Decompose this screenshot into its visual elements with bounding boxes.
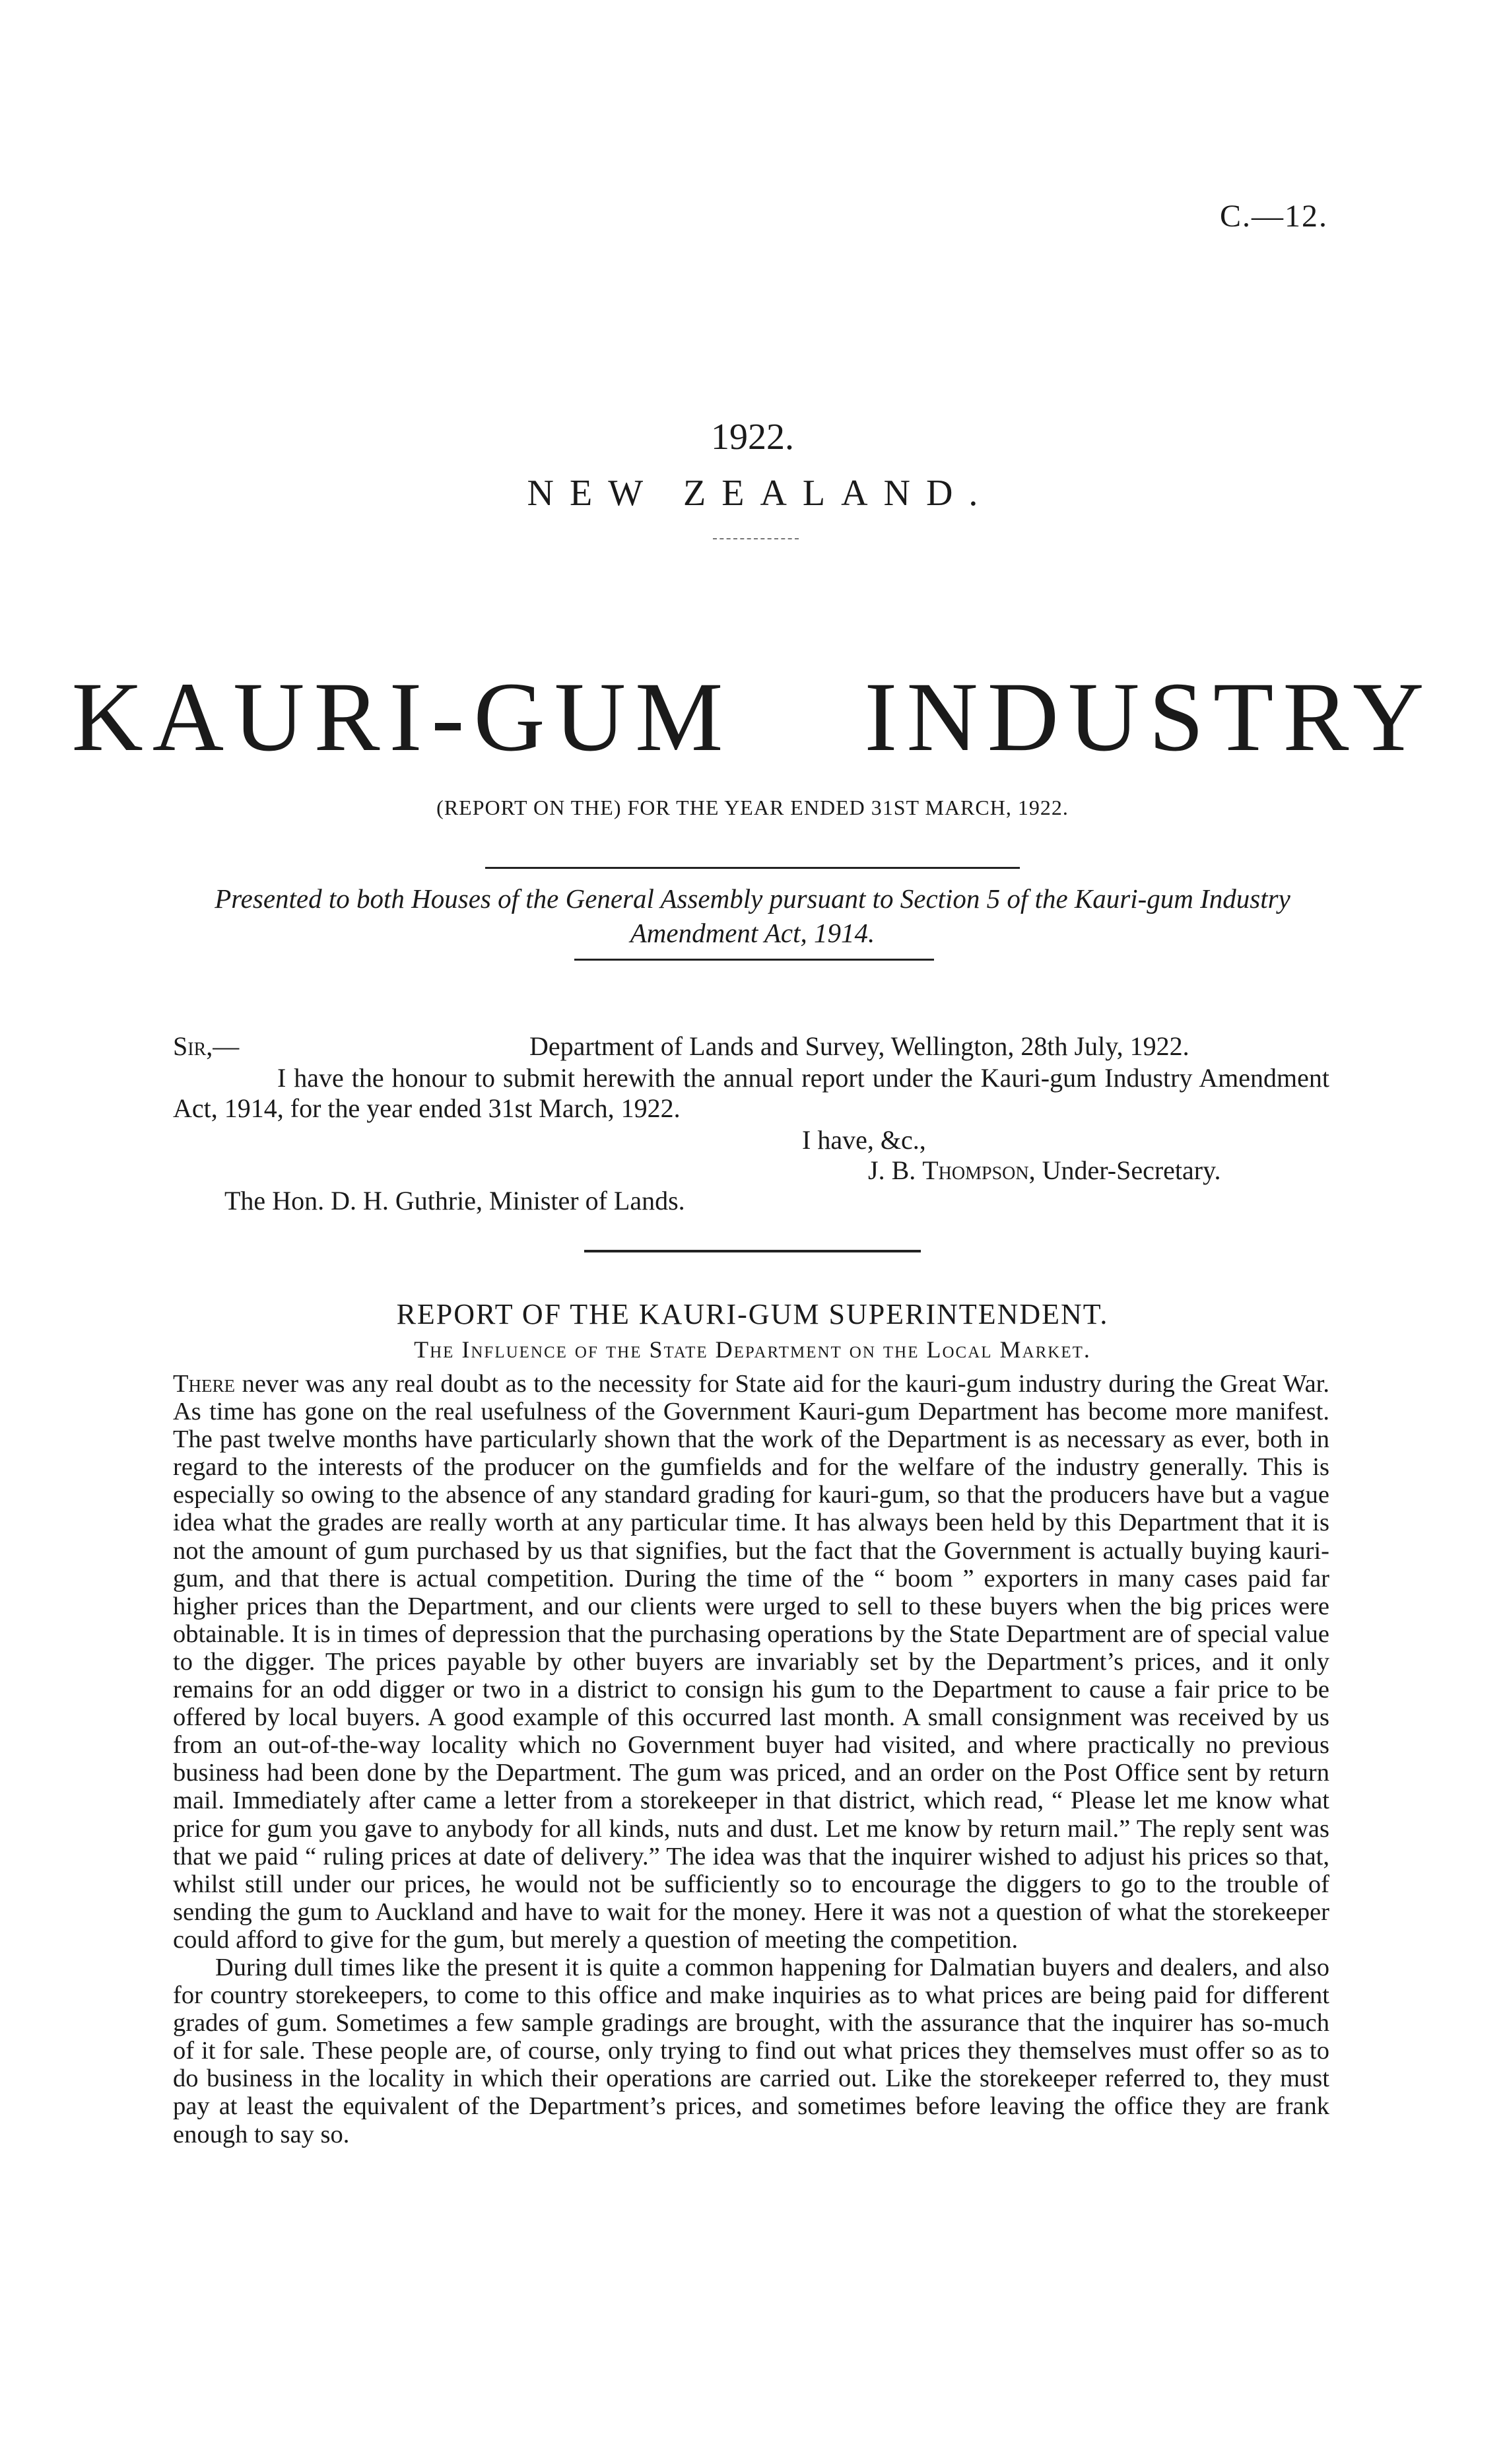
divider-rule xyxy=(584,1250,921,1252)
signer-title: , Under-Secretary. xyxy=(1028,1155,1221,1185)
page-subtitle: (REPORT ON THE) FOR THE YEAR ENDED 31ST MARCH, 1922. xyxy=(436,796,1069,819)
signer-initials: J. B. xyxy=(868,1155,923,1185)
document-reference: C.—12. xyxy=(1219,199,1328,234)
signer-name: Thompson xyxy=(922,1155,1029,1185)
paragraph-lead: There xyxy=(173,1370,236,1398)
section-heading: The Influence of the State Department on the Local Market. xyxy=(414,1336,1091,1363)
paragraph-text: never was any real doubt as to the necessity for State aid for the kauri-gum industry during the Great War. As time has gone on the real usefulness of the Government Kauri-gum Department has become more manifest. The past twelve months have particularly shown that the work of the Department is as necessary as ever, both in regard to the interests of the producer on the gumfields and for the welfare of the industry generally. This is especially so owing to the absence of any standard grading for kauri-gum, so that the producers have but a vague idea what the grades are really worth at any particular time. It has always been held by this Department that it is not the amount of gum purchased by us that signifies, but the fact that the Government is actually buying kauri-gum, and that there is actual competition. During the time of the “ boom ” exporters in many cases paid far higher prices than the Department, and our clients were urged to sell to these buyers when the big prices were obtainable. It is in times of depression that the purchasing operations by the State Department are of special value to the digger. The prices payable by other buyers are invariably set by the Department’s prices, and it only remains for an odd digger or two in a district to consign his gum to the Department to cause a fair price to be offered by local buyers. A good example of this occurred last month. A small consignment was received by us from an out-of-the-way locality which no Government buyer had visited, and where practically no previous business had been done by the Department. The gum was priced, and an order on the Post Office sent by return mail. Immediately after came a letter from a storekeeper in that district, which read, “ Please let me know what price for gum you gave to anybody for all kinds, nuts and dust. Let me know by return mail.” The reply sent was that we paid “ ruling prices at date of delivery.” The idea was that the inquirer wished to adjust his prices so that, whilst still under our prices, he would not be sufficiently so to encourage the diggers to go to the trouble of sending the gum to Auckland and have to wait for the money. Here it was not a question of what the storekeeper could afford to give for the gum, but merely a question of meeting the competition. xyxy=(173,1370,1329,1954)
ornamental-rule xyxy=(713,538,799,539)
letter-addressee: The Hon. D. H. Guthrie, Minister of Lands. xyxy=(224,1186,685,1215)
report-year: 1922. xyxy=(711,417,794,458)
letter-body: I have the honour to submit herewith the annual report under the Kauri-gum Industry Amendment Act, 1914, for the year ended 31st March, 1922. xyxy=(173,1063,1329,1123)
divider-rule xyxy=(574,959,934,961)
title-right: INDUSTRY xyxy=(864,662,1434,772)
letter-signature xyxy=(868,1155,1221,1186)
country-heading: NEW ZEALAND. xyxy=(527,473,994,514)
report-heading: REPORT OF THE KAURI-GUM SUPERINTENDENT. xyxy=(396,1298,1109,1330)
page-title xyxy=(0,660,1505,774)
letter-closing: I have, &c., xyxy=(802,1125,926,1155)
letter-salutation: Sir,— xyxy=(173,1031,240,1061)
letter-dept-line: Department of Lands and Survey, Wellington, 28th July, 1922. xyxy=(529,1031,1189,1061)
divider-rule xyxy=(485,867,1020,869)
report-body xyxy=(173,1370,1329,2148)
title-left: KAURI-GUM xyxy=(71,662,733,772)
paragraph: During dull times like the present it is quite a common happening for Dalmatian buyers and dealers, and also for country storekeepers, to come to this office and make inquiries as to what prices are being paid for different grades of gum. Sometimes a few sample gradings are brought, with the assurance that the inquirer has so-much of it for sale. These people are, of course, only trying to find out what prices they themselves must offer so as to do business in the locality in which their operations are carried out. Like the storekeeper referred to, they must pay at least the equivalent of the Department’s prices, and sometimes before leaving the office they are frank enough to say so. xyxy=(173,1953,1329,2148)
presentation-note: Presented to both Houses of the General Assembly pursuant to Section 5 of the Kauri-gum Industry Amendment Act, 1914. xyxy=(215,883,1290,948)
paragraph xyxy=(173,1370,1329,1954)
